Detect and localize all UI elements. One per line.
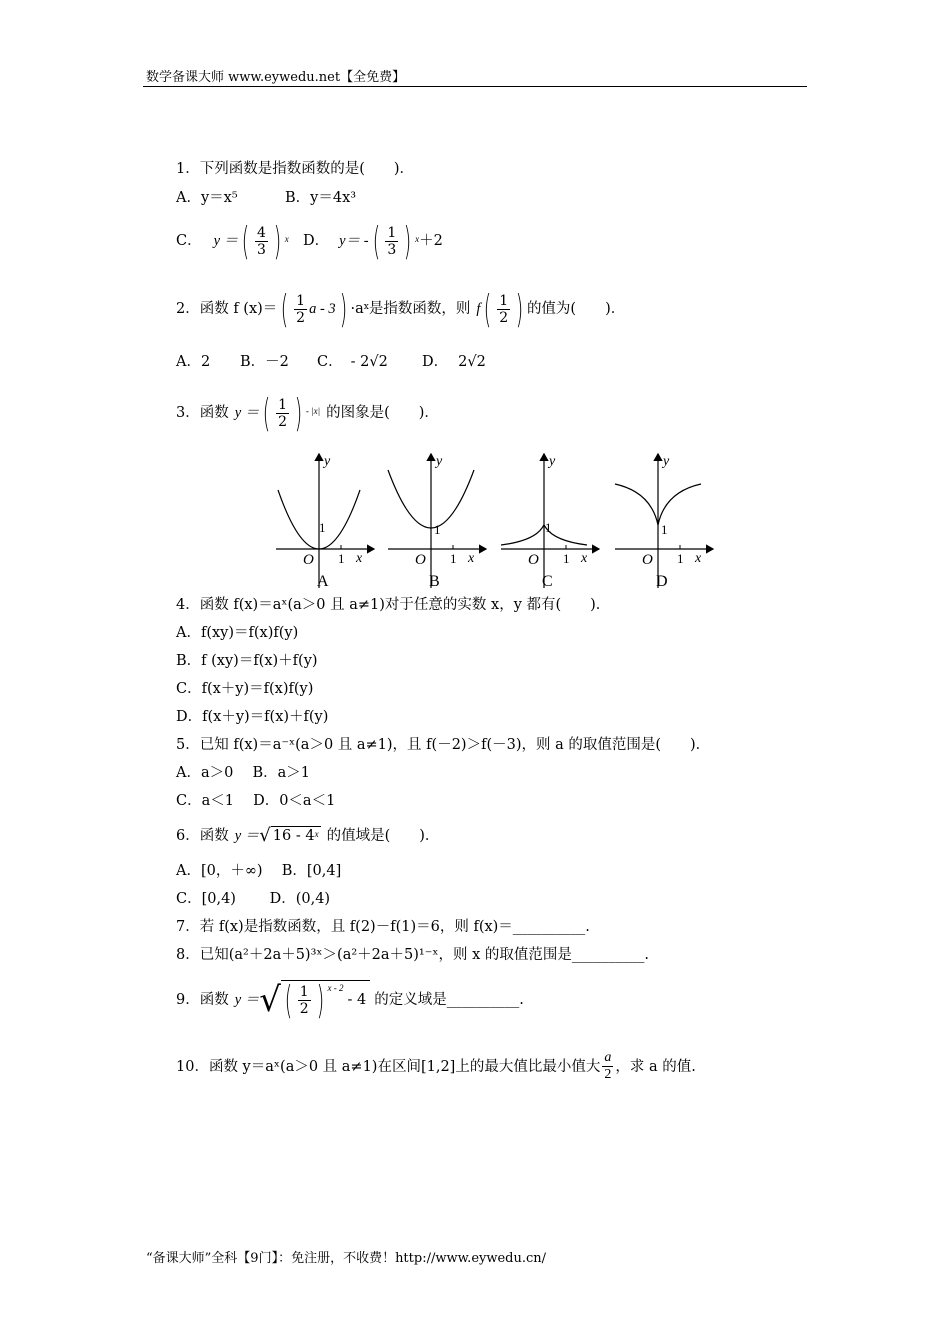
q4-option-c: C．f(x＋y)＝f(x)f(y) — [176, 681, 314, 697]
q6-stem — [176, 826, 439, 845]
left-paren: ( — [372, 219, 380, 263]
x-label: x — [356, 551, 363, 566]
one-x: 1 — [338, 551, 345, 566]
graph-c — [501, 454, 599, 590]
q9-stem — [176, 978, 524, 1022]
q4-stem: 4．函数 f(x)＝aˣ(a＞0 且 a≠1)对于任意的实数 x，y 都有( )． — [176, 597, 611, 613]
q6-end: 的值域是( )． — [326, 827, 440, 844]
q2-stem-pre: 2．函数 f (x)＝ — [176, 301, 278, 317]
q6-radicand: 16 - 4$^x$ — [272, 828, 319, 844]
q1-option-d — [303, 219, 443, 263]
q1-d-y: y＝ - — [339, 233, 369, 249]
q6-y: y ＝ — [234, 827, 260, 844]
q2-option-b: B．－2 — [240, 354, 289, 370]
origin-label: O — [415, 552, 426, 568]
left-paren: ( — [241, 219, 250, 263]
q1-c-label: C． — [176, 233, 202, 249]
q9-radicand — [281, 978, 370, 1022]
q3-stem — [176, 391, 439, 435]
q2-option-d: D． 2√2 — [422, 354, 486, 370]
one-y: 1 — [545, 520, 552, 535]
q10-end: ，求 a 的值. — [615, 1058, 696, 1075]
right-paren: ) — [294, 391, 303, 435]
q6-stem-pre: 6．函数 — [176, 827, 229, 844]
q5-options-cd: C．a＜1 D．0＜a＜1 — [176, 793, 336, 809]
left-paren: ( — [263, 391, 271, 435]
left-paren: ( — [281, 287, 289, 331]
q2-option-c: C． - 2√2 — [317, 354, 388, 370]
right-paren: ) — [273, 219, 282, 263]
x-label: x — [581, 551, 588, 566]
graph-a — [276, 454, 374, 590]
q3-y: y ＝ — [234, 405, 260, 421]
y-label: y — [324, 454, 331, 469]
q2-after: 是指数函数，则 — [368, 301, 471, 317]
right-paren: ) — [339, 287, 347, 331]
q3-stem-pre: 3．函数 — [176, 405, 229, 421]
q1-c-exponent: x — [284, 234, 289, 244]
one-y: 1 — [661, 522, 668, 537]
q6-options-cd: C．[0,4) D．(0,4) — [176, 891, 331, 907]
page-footer: “备课大师”全科【9门】：免注册，不收费！http://www.eywedu.cn/ — [146, 1251, 547, 1266]
x-label: x — [695, 551, 702, 566]
graph-label: A — [317, 573, 329, 590]
q2-fraction: $\frac{1}{2}$ — [296, 292, 306, 326]
q2-option-a: A．2 — [176, 354, 211, 370]
q9-fraction: $\frac{1}{2}$ — [299, 983, 309, 1017]
q10-stem-pre: 10．函数 y＝aˣ(a＞0 且 a≠1)在区间[1,2]上的最大值比最小值大 — [176, 1058, 601, 1075]
header-rule — [143, 86, 807, 87]
q1-d-tail: ＋2 — [419, 233, 443, 249]
one-y: 1 — [319, 520, 326, 535]
graph-label: B — [429, 573, 440, 590]
y-label: y — [663, 454, 670, 469]
q3-end: 的图象是( )． — [326, 405, 439, 421]
one-x: 1 — [677, 551, 684, 566]
q1-stem: 1．下列函数是指数函数的是( )． — [176, 161, 415, 177]
q4-option-a: A．f(xy)＝f(x)f(y) — [176, 625, 299, 641]
page-header: 数学备课大师 www.eywedu.net【全免费】 — [146, 70, 406, 85]
q4-option-b: B．f (xy)＝f(x)＋f(y) — [176, 653, 318, 669]
q5-options-ab: A．a＞0 B．a＞1 — [176, 765, 310, 781]
q1-d-fraction: $\frac{1}{3}$ — [387, 224, 397, 258]
one-x: 1 — [450, 551, 457, 566]
sqrt-sign: √ — [259, 824, 271, 846]
q9-y: y ＝ — [234, 991, 260, 1008]
q1-d-label: D． — [303, 233, 330, 249]
q2-end: 的值为( )． — [526, 301, 626, 317]
q2-mid: ·a — [350, 301, 364, 317]
origin-label: O — [303, 552, 314, 568]
right-paren: ) — [316, 978, 324, 1022]
q3-exponent: - |x| — [305, 406, 321, 416]
q7-stem: 7．若 f(x)是指数函数，且 f(2)－f(1)＝6，则 f(x)＝__________. — [176, 919, 590, 935]
q5-stem: 5．已知 f(x)＝a⁻ˣ(a＞0 且 a≠1)，且 f(－2)＞f(－3)，则 a 的取值范围是( )． — [176, 737, 711, 753]
origin-label: O — [528, 552, 539, 568]
q1-c-y: y ＝ — [213, 233, 239, 249]
q9-minus: - 4 — [347, 992, 367, 1008]
q1-d-exponent: x — [415, 234, 420, 244]
q10-stem — [176, 1050, 696, 1083]
q8-stem: 8．已知(a²＋2a＋5)³ˣ＞(a²＋2a＋5)¹⁻ˣ，则 x 的取值范围是__________. — [176, 947, 650, 963]
q4-option-d: D．f(x＋y)＝f(x)＋f(y) — [176, 709, 329, 725]
right-paren: ) — [403, 219, 412, 263]
graph-label: C — [542, 573, 553, 590]
x-label: x — [468, 551, 475, 566]
graph-b — [388, 454, 486, 590]
q3-graphs — [268, 448, 718, 593]
left-paren: ( — [484, 287, 492, 331]
q2-inner-tail: a - 3 — [309, 301, 336, 317]
q3-fraction: $\frac{1}{2}$ — [278, 396, 288, 430]
one-x: 1 — [563, 551, 570, 566]
q2-stem — [176, 287, 626, 331]
q1-c-fraction: $\frac{4}{3}$ — [257, 224, 266, 258]
q2-f: f — [476, 301, 481, 317]
left-paren: ( — [284, 978, 293, 1022]
q9-end: 的定义域是__________. — [374, 991, 524, 1008]
y-label: y — [436, 454, 443, 469]
q6-options-ab: A．[0，＋∞) B．[0,4] — [176, 863, 342, 879]
q9-exponent: x - 2 — [327, 983, 344, 993]
q2-mid-exp: x — [363, 302, 369, 312]
one-y: 1 — [434, 522, 441, 537]
right-paren: ) — [515, 287, 524, 331]
y-label: y — [549, 454, 556, 469]
graph-label: D — [656, 573, 668, 590]
q1-option-b: B．y＝4x³ — [285, 190, 357, 206]
q2-arg-fraction: $\frac{1}{2}$ — [499, 292, 509, 326]
sqrt-sign: √ — [259, 979, 281, 1020]
q9-stem-pre: 9．函数 — [176, 991, 229, 1008]
q1-option-c — [176, 219, 289, 263]
graph-d — [615, 454, 713, 590]
origin-label: O — [642, 552, 653, 568]
q1-option-a: A．y＝x⁵ — [176, 190, 238, 206]
q10-fraction: $\frac{a}{2}$ — [604, 1050, 612, 1082]
